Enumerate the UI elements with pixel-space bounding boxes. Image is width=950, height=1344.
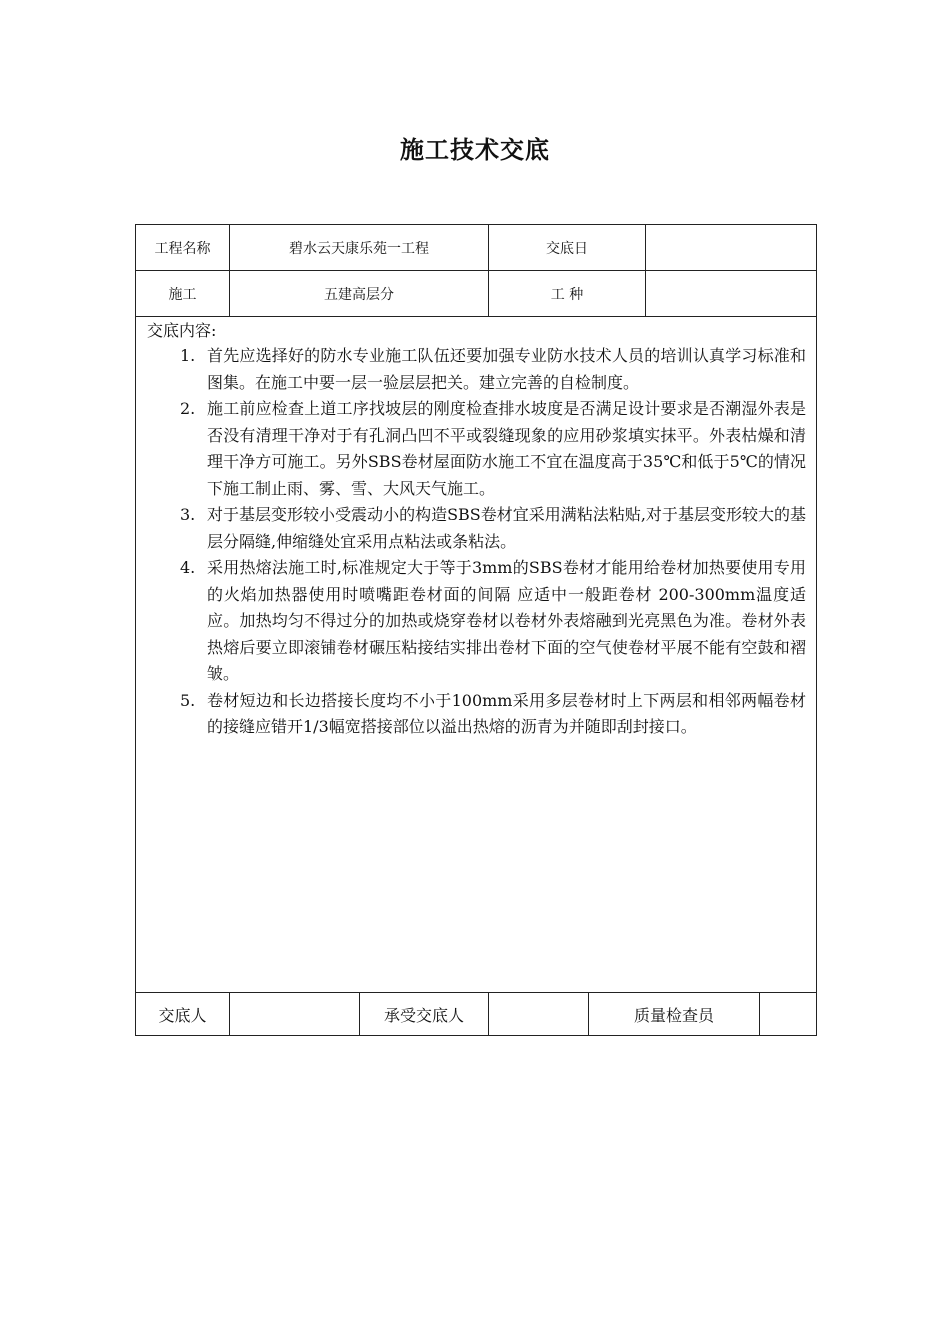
content-label: 交底内容:	[147, 321, 217, 340]
project-name-label: 工程名称	[136, 225, 230, 271]
disclosure-form-table	[135, 224, 817, 1036]
item-text: 首先应选择好的防水专业施工队伍还要加强专业防水技术人员的培训认真学习标准和图集。在施工中要一层一验层层把关。建立完善的自检制度。	[207, 346, 806, 392]
item-number: 2.	[180, 399, 196, 418]
item-number: 1.	[180, 346, 196, 365]
header-row-construction	[136, 271, 817, 317]
item-number: 4.	[180, 558, 196, 577]
document-title: 施工技术交底	[400, 136, 550, 164]
content-item-2	[146, 396, 806, 502]
content-item-1	[146, 343, 806, 396]
disclosure-date-value	[646, 225, 817, 271]
receiver-label: 承受交底人	[360, 993, 489, 1036]
disclosure-date-label: 交底日	[489, 225, 646, 271]
construction-unit-value: 五建高层分	[230, 271, 489, 317]
project-name-value: 碧水云天康乐苑一工程	[230, 225, 489, 271]
trade-type-label: 工 种	[489, 271, 646, 317]
item-text: 施工前应检查上道工序找坡层的刚度检查排水坡度是否满足设计要求是否潮湿外表是否没有清理干净对于有孔洞凸凹不平或裂缝现象的应用砂浆填实抹平。外表枯燥和清理干净方可施工。另外SBS卷材屋面防水施工不宜在温度高于35℃和低于5℃的情况下施工制止雨、雾、雪、大风天气施工。	[207, 399, 806, 498]
item-text: 采用热熔法施工时,标准规定大于等于3mm的SBS卷材才能用给卷材加热要使用专用的火焰加热器使用时喷嘴距卷材面的间隔 应适中一般距卷材 200-300mm温度适应。加热均匀不得过分的加热或烧穿卷材以卷材外表熔融到光亮黑色为准。卷材外表热熔后要立即滚铺卷材碾压粘接结实排出卷材下面的空气使卷材平展不能有空鼓和褶皱。	[207, 558, 806, 683]
content-item-3	[146, 502, 806, 555]
trade-type-value	[646, 271, 817, 317]
content-list	[146, 343, 806, 741]
signature-row	[136, 993, 817, 1036]
header-row-project	[136, 225, 817, 271]
item-number: 5.	[180, 690, 196, 710]
content-row	[136, 317, 817, 993]
inspector-label: 质量检查员	[589, 993, 760, 1036]
item-number: 3.	[180, 505, 196, 524]
discloser-value	[230, 993, 360, 1036]
discloser-label: 交底人	[136, 993, 230, 1036]
construction-unit-label: 施工	[136, 271, 230, 317]
item-text: 卷材短边和长边搭接长度均不小于100mm采用多层卷材时上下两层和相邻两幅卷材的接缝应错开1/3幅宽搭接部位以溢出热熔的沥青为并随即刮封接口。	[207, 690, 806, 736]
item-text: 对于基层变形较小受震动小的构造SBS卷材宜采用满粘法粘贴,对于基层变形较大的基层分隔缝,伸缩缝处宜采用点粘法或条粘法。	[207, 505, 806, 551]
receiver-value	[489, 993, 589, 1036]
content-item-4	[146, 555, 806, 688]
content-cell	[136, 317, 817, 993]
inspector-value	[760, 993, 817, 1036]
content-item-5	[146, 688, 806, 741]
